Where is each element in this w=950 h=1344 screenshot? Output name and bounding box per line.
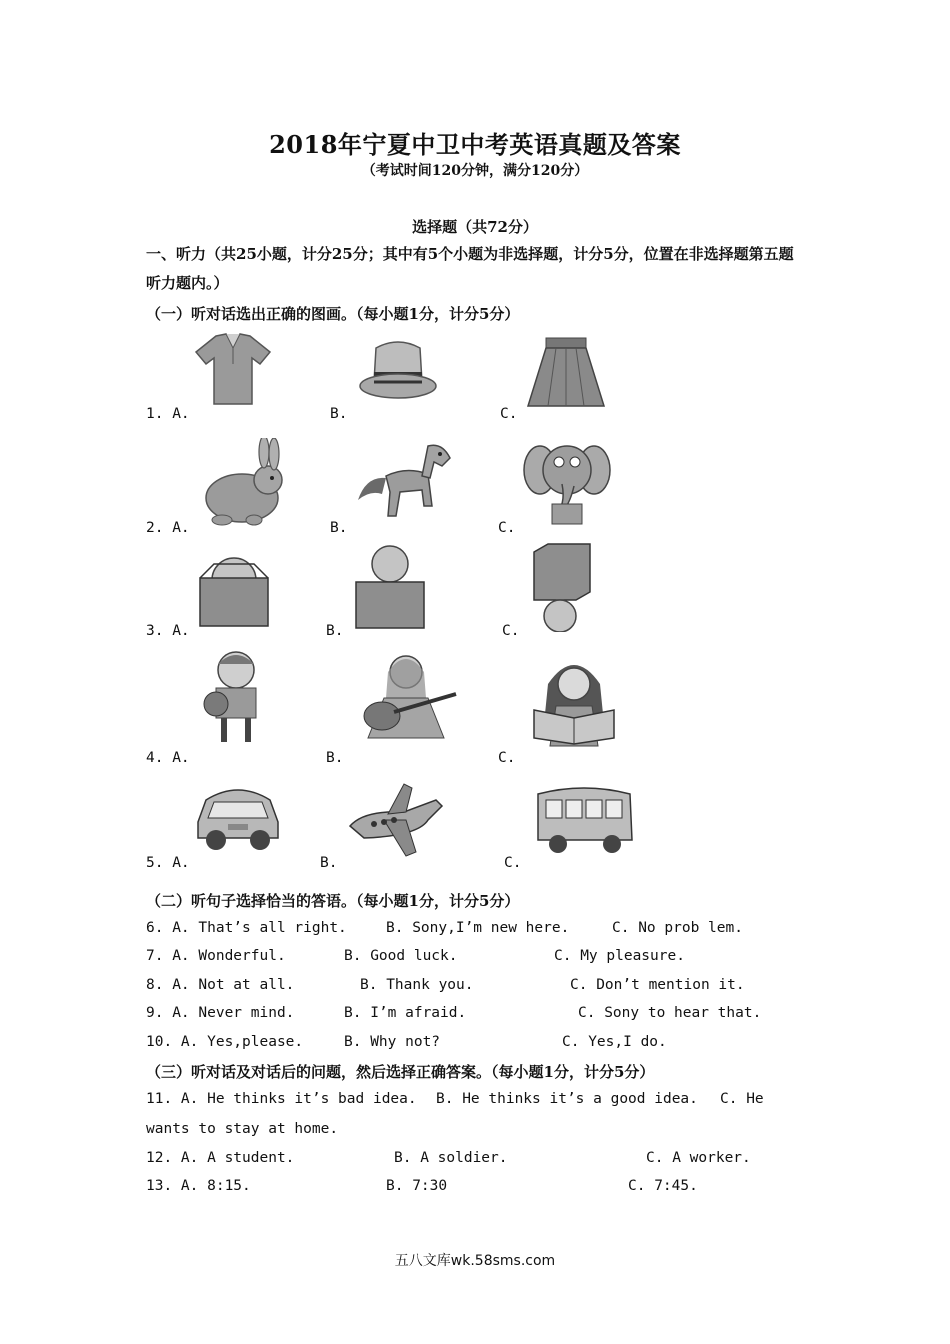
question-3-label: 3. A. — [146, 623, 190, 639]
section-title: 选择题（共72分） — [412, 218, 538, 236]
q9-option-a: 9. A. Never mind. — [146, 1005, 295, 1021]
q10-option-b: B. Why not? — [344, 1034, 441, 1050]
option-b-label: B. — [326, 623, 344, 639]
option-c-label: C. — [504, 855, 522, 871]
girl-reading-icon — [526, 654, 622, 748]
question-4-label: 4. A. — [146, 750, 190, 766]
elephant-icon — [522, 434, 612, 526]
q6-option-a: 6. A. That’s all right. — [146, 920, 347, 936]
plane-icon — [344, 780, 448, 860]
question-2-label: 2. A. — [146, 520, 190, 536]
exam-info: （考试时间120分钟，满分120分） — [361, 163, 589, 179]
ball-in-box-icon — [194, 550, 274, 630]
question-5-label: 5. A. — [146, 855, 190, 871]
q8-option-b: B. Thank you. — [360, 977, 474, 993]
q11-option-a: 11. A. He thinks it’s bad idea. — [146, 1091, 417, 1107]
q10-option-c: C. Yes,I do. — [562, 1034, 667, 1050]
q7-option-c: C. My pleasure. — [554, 948, 685, 964]
q11-option-c: C. He — [720, 1091, 764, 1107]
part-two-heading: （二）听句子选择恰当的答语。（每小题1分，计分5分） — [146, 892, 520, 910]
skirt-icon — [526, 336, 606, 412]
q12-option-a: 12. A. A student. — [146, 1150, 295, 1166]
part-three-heading: （三）听对话及对话后的问题，然后选择正确答案。（每小题1分，计分5分） — [146, 1063, 655, 1081]
q8-option-a: 8. A. Not at all. — [146, 977, 295, 993]
q9-option-b: B. I’m afraid. — [344, 1005, 467, 1021]
q8-option-c: C. Don’t mention it. — [570, 977, 745, 993]
q11-option-c-continued: wants to stay at home. — [146, 1121, 339, 1137]
option-c-label: C. — [498, 520, 516, 536]
option-b-label: B. — [320, 855, 338, 871]
option-c-label: C. — [498, 750, 516, 766]
footer-watermark: 五八文库wk.58sms.com — [394, 1253, 556, 1269]
q10-option-a: 10. A. Yes,please. — [146, 1034, 304, 1050]
q6-option-c: C. No prob lem. — [612, 920, 743, 936]
option-b-label: B. — [326, 750, 344, 766]
q13-option-c: C. 7:45. — [628, 1178, 698, 1194]
part-one-heading: （一）听对话选出正确的图画。（每小题1分，计分5分） — [146, 305, 520, 323]
boy-playing-ball-icon — [194, 646, 274, 746]
option-b-label: B. — [330, 406, 348, 422]
hat-icon — [358, 336, 438, 406]
girl-playing-guitar-icon — [348, 650, 464, 746]
q12-option-b: B. A soldier. — [394, 1150, 508, 1166]
q13-option-b: B. 7:30 — [386, 1178, 448, 1194]
q12-option-c: C. A worker. — [646, 1150, 751, 1166]
q7-option-a: 7. A. Wonderful. — [146, 948, 286, 964]
question-1-label: 1. A. — [146, 406, 190, 422]
q13-option-a: 13. A. 8:15. — [146, 1178, 251, 1194]
box-on-ball-icon — [528, 542, 594, 632]
q6-option-b: B. Sony,I’m new here. — [386, 920, 570, 936]
q11-option-b: B. He thinks it’s a good idea. — [436, 1091, 698, 1107]
q7-option-b: B. Good luck. — [344, 948, 458, 964]
option-c-label: C. — [500, 406, 518, 422]
q9-option-c: C. Sony to hear that. — [578, 1005, 762, 1021]
rabbit-icon — [192, 438, 290, 528]
option-b-label: B. — [330, 520, 348, 536]
page-title: 2018年宁夏中卫中考英语真题及答案 — [269, 130, 681, 159]
ball-on-box-icon — [352, 544, 428, 630]
horse-icon — [356, 436, 460, 530]
t-shirt-icon — [194, 330, 272, 408]
car-icon — [192, 776, 284, 856]
listening-intro: 一、听力（共25小题，计分25分；其中有5个小题为非选择题，计分5分，位置在非选择题第五题听力题内。） — [146, 245, 794, 292]
option-c-label: C. — [502, 623, 520, 639]
bus-icon — [534, 784, 636, 856]
